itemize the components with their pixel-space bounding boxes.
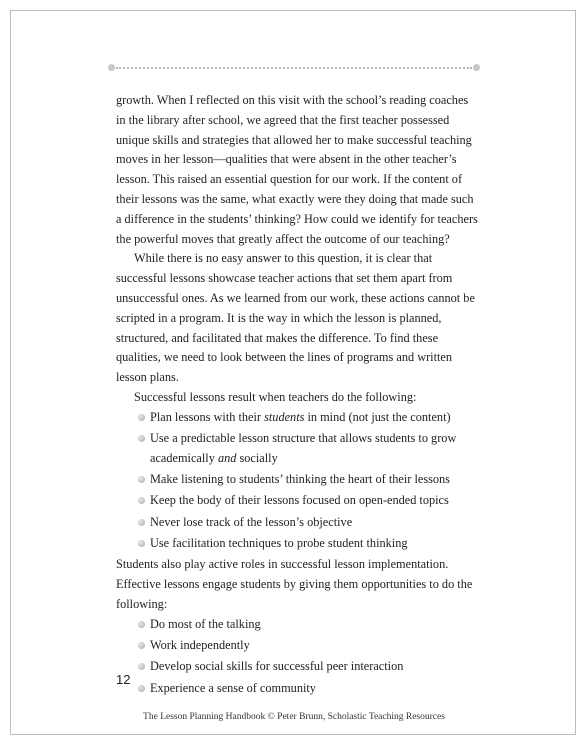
item-text: Keep the body of their lessons focused on open-ended topics — [150, 493, 449, 508]
item-text: socially — [236, 450, 278, 465]
decorative-rule — [108, 64, 480, 72]
paragraph: While there is no easy answer to this question, it is clear that successful lessons showcase teacher actions that set them apart from unsuccessful ones. As we learned from our work, these actions cannot be scripted in a program. It is the way in which the lesson is planned, structured, and facilitated that makes the difference. To find these qualities, we need to look between the lines of programs and written lesson plans. — [116, 251, 475, 385]
rule-end-dot-icon — [108, 64, 115, 71]
item-text: Use a predictable lesson structure that allows students to grow academically — [150, 431, 457, 465]
footer-credit: The Lesson Planning Handbook © Peter Brunn, Scholastic Teaching Resources — [143, 712, 445, 722]
item-text: Never lose track of the lesson’s objective — [150, 514, 353, 529]
list-item — [138, 429, 478, 469]
rule-end-dot-icon — [473, 64, 480, 71]
paragraph: Students also play active roles in successful lesson implementation. Effective lessons engage students by giving them opportunities to do the following: — [116, 557, 473, 611]
list-item — [138, 679, 478, 699]
bullet-icon — [138, 642, 145, 649]
list-item — [138, 636, 478, 656]
student-roles-list — [116, 615, 478, 699]
bullet-icon — [138, 497, 145, 504]
item-text: in mind (not just the content) — [304, 409, 451, 424]
bullet-icon — [138, 685, 145, 692]
item-text: Plan lessons with their — [150, 409, 265, 424]
item-text: Work independently — [150, 638, 250, 653]
bullet-icon — [138, 435, 145, 442]
item-emphasis: students — [264, 409, 305, 424]
list-item — [138, 408, 478, 428]
item-text: Do most of the talking — [150, 616, 261, 631]
item-emphasis: and — [217, 450, 237, 465]
bullet-icon — [138, 476, 145, 483]
bullet-icon — [138, 621, 145, 628]
item-text: Develop social skills for successful peer interaction — [150, 659, 404, 674]
item-text: Use facilitation techniques to probe student thinking — [150, 536, 408, 551]
teacher-actions-list — [116, 408, 478, 554]
bullet-icon — [138, 540, 145, 547]
bullet-icon — [138, 519, 145, 526]
item-text: Experience a sense of community — [150, 680, 316, 695]
list-intro: Successful lessons result when teachers do the following: — [134, 389, 417, 404]
list-item — [138, 513, 478, 533]
bullet-icon — [138, 414, 145, 421]
item-text: Make listening to students’ thinking the heart of their lessons — [150, 472, 450, 487]
bullet-icon — [138, 663, 145, 670]
list-item — [138, 657, 478, 677]
page-number: 12 — [116, 672, 131, 687]
list-item — [138, 491, 478, 511]
list-item — [138, 470, 478, 490]
paragraph: growth. When I reflected on this visit with the school’s reading coaches in the library after school, we agreed that the first teacher possessed unique skills and strategies that allowed her to make successful teaching moves in her lesson—qualities that were absent in the other teacher’s lesson. This raised an essential question for our work. If the content of their lessons was the same, what exactly were they doing that made such a difference in the students’ thinking? How could we identify for teachers the powerful moves that greatly affect the outcome of our teaching? — [116, 93, 478, 246]
list-item — [138, 615, 478, 635]
page-body — [116, 91, 478, 700]
dotted-line — [116, 67, 472, 69]
list-item — [138, 534, 478, 554]
